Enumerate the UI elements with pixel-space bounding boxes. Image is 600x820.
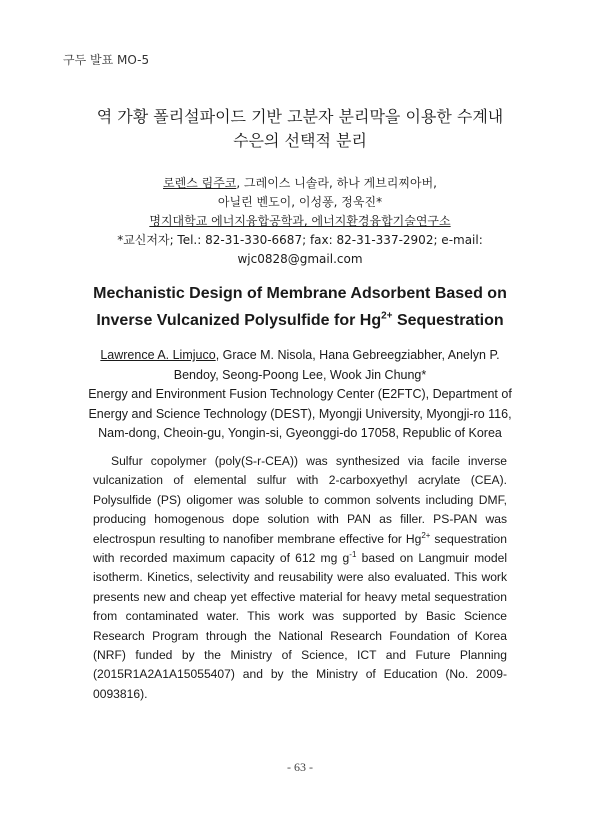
abstract-text: based on Langmuir model isotherm. Kinetics, selectivity and reusability were also evaluated. This work presents new and cheap yet effective material for heavy metal sequestration from contaminated water. This work was supported by Basic Science Research Program through the National Research Foundation of Korea (NRF) funded by the Ministry of Science, ICT and Future Planning (2015R1A2A1A15055407) and by the Ministry of Education (No. 2009-0093816). [93, 551, 508, 701]
english-title-text: Inverse Vulcanized Polysulfide for Hg [96, 312, 382, 329]
english-authors-line [70, 346, 530, 366]
session-label: 구두 발표 MO-5 [63, 53, 150, 67]
abstract-superscript: 2+ [421, 530, 431, 540]
english-affiliation: Nam-dong, Cheoin-gu, Yongin-si, Gyeonggi-do 17058, Republic of Korea [98, 426, 502, 440]
abstract-body [93, 452, 507, 704]
english-affiliation: Energy and Science Technology (DEST), Myongji University, Myongji-ro 116, [88, 406, 512, 421]
english-title [0, 280, 600, 334]
english-coauthors: , Grace M. Nisola, Hana Gebreegziabher, Anelyn P. [215, 348, 500, 362]
abstract-text: sequestration with recorded maximum capacity of 612 mg g [93, 531, 507, 566]
page-number: - 63 - [287, 760, 313, 774]
korean-title [0, 105, 600, 153]
korean-coauthors: , 그레이스 니솔라, 하나 게브리찌아버, [236, 176, 437, 190]
korean-authors-block [0, 174, 600, 269]
korean-presenting-author: 로렌스 림주코 [163, 176, 237, 190]
english-authors-line: Bendoy, Seong-Poong Lee, Wook Jin Chung* [173, 367, 427, 382]
english-title-text: Sequestration [392, 312, 504, 329]
english-title-superscript: 2+ [381, 310, 393, 322]
abstract-superscript: -1 [349, 550, 357, 559]
english-title-line: Mechanistic Design of Membrane Adsorbent Based on [93, 285, 507, 302]
korean-affiliation: 명지대학교 에너지융합공학과, 에너지환경융합기술연구소 [149, 214, 451, 228]
abstract-text: Sulfur copolymer (poly(S-r-CEA)) was synthesized via facile inverse vulcanization of elemental sulfur with 2-carboxyethyl acrylate (CEA). Polysulfide (PS) oligomer was soluble to common solvents including DMF, producing homogenous dope solution with PAN as filler. PS-PAN was electrospun resulting to nanofiber membrane effective for Hg [93, 454, 507, 546]
korean-email: wjc0828@gmail.com [237, 252, 363, 266]
korean-authors-line: 아닐린 벤도이, 이성퐁, 정욱진* [217, 195, 383, 209]
english-affiliation: Energy and Environment Fusion Technology Center (E2FTC), Department of [88, 387, 512, 401]
english-presenting-author: Lawrence A. Limjuco [100, 348, 216, 362]
english-title-line [0, 307, 600, 334]
korean-authors-line [0, 174, 600, 193]
english-authors-block [70, 346, 530, 444]
korean-title-line: 수은의 선택적 분리 [233, 131, 367, 150]
korean-contact: *교신저자; Tel.: 82-31-330-6687; fax: 82-31-337-2902; e-mail: [117, 233, 483, 247]
korean-title-line: 역 가황 폴리설파이드 기반 고분자 분리막을 이용한 수계내 [96, 107, 504, 126]
